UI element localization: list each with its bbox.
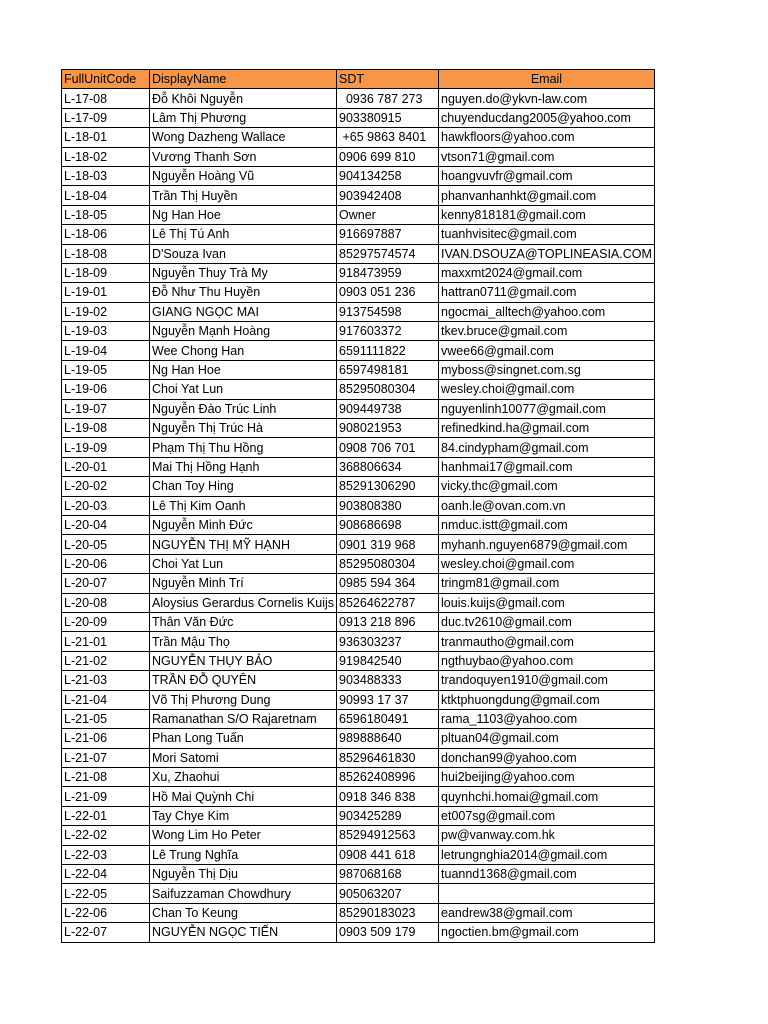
unit-code-cell[interactable]: L-21-03 xyxy=(62,671,150,690)
phone-cell[interactable]: 0918 346 838 xyxy=(337,787,439,806)
unit-code-cell[interactable]: L-18-03 xyxy=(62,166,150,185)
unit-code-cell[interactable]: L-20-04 xyxy=(62,515,150,534)
table-row xyxy=(62,671,655,690)
table-row xyxy=(62,865,655,884)
display-name-cell[interactable]: Choi Yat Lun xyxy=(150,554,337,573)
display-name-cell[interactable]: Wong Dazheng Wallace xyxy=(150,128,337,147)
email-cell[interactable] xyxy=(439,884,655,903)
email-cell[interactable]: myhanh.nguyen6879@gmail.com xyxy=(439,535,655,554)
display-name-cell[interactable]: Nguyễn Mạnh Hoàng xyxy=(150,322,337,341)
display-name-cell[interactable]: Nguyễn Hoàng Vũ xyxy=(150,166,337,185)
display-name-cell[interactable]: Trần Mậu Thọ xyxy=(150,632,337,651)
unit-code-cell[interactable]: L-19-05 xyxy=(62,360,150,379)
display-name-cell[interactable]: Nguyễn Minh Trí xyxy=(150,574,337,593)
phone-cell[interactable]: 0906 699 810 xyxy=(337,147,439,166)
table-row xyxy=(62,515,655,534)
phone-cell[interactable]: 368806634 xyxy=(337,457,439,476)
display-name-cell[interactable]: Ramanathan S/O Rajaretnam xyxy=(150,709,337,728)
header-row xyxy=(62,70,655,89)
unit-code-cell[interactable]: L-20-03 xyxy=(62,496,150,515)
display-name-cell[interactable]: Trần Thị Huyền xyxy=(150,186,337,205)
phone-cell[interactable]: 85290183023 xyxy=(337,903,439,922)
table-row xyxy=(62,399,655,418)
email-cell[interactable]: vicky.thc@gmail.com xyxy=(439,477,655,496)
display-name-cell[interactable]: Nguyễn Thị Trúc Hà xyxy=(150,419,337,438)
phone-cell[interactable]: 903488333 xyxy=(337,671,439,690)
display-name-cell[interactable]: Phan Long Tuấn xyxy=(150,729,337,748)
unit-code-cell[interactable]: L-21-09 xyxy=(62,787,150,806)
email-cell[interactable]: tuannd1368@gmail.com xyxy=(439,865,655,884)
email-cell[interactable]: hattran0711@gmail.com xyxy=(439,283,655,302)
table-row xyxy=(62,360,655,379)
display-name-cell[interactable]: Aloysius Gerardus Cornelis Kuijs xyxy=(150,593,337,612)
email-cell[interactable]: quynhchi.homai@gmail.com xyxy=(439,787,655,806)
display-name-cell[interactable]: Lâm Thị Phương xyxy=(150,108,337,127)
contacts-table xyxy=(61,69,655,943)
display-name-cell[interactable]: Choi Yat Lun xyxy=(150,380,337,399)
unit-code-cell[interactable]: L-19-07 xyxy=(62,399,150,418)
table-row xyxy=(62,477,655,496)
email-cell[interactable]: letrungnghia2014@gmail.com xyxy=(439,845,655,864)
email-cell[interactable]: ktktphuongdung@gmail.com xyxy=(439,690,655,709)
email-cell[interactable]: pw@vanway.com.hk xyxy=(439,826,655,845)
email-cell[interactable]: et007sg@gmail.com xyxy=(439,806,655,825)
unit-code-cell[interactable]: L-20-07 xyxy=(62,574,150,593)
phone-cell[interactable]: 905063207 xyxy=(337,884,439,903)
display-name-cell[interactable]: Wong Lim Ho Peter xyxy=(150,826,337,845)
phone-cell[interactable]: 908686698 xyxy=(337,515,439,534)
email-cell[interactable]: kenny818181@gmail.com xyxy=(439,205,655,224)
phone-cell[interactable]: 0908 706 701 xyxy=(337,438,439,457)
table-row xyxy=(62,225,655,244)
email-cell[interactable]: vtson71@gmail.com xyxy=(439,147,655,166)
display-name-cell[interactable]: Mai Thị Hồng Hạnh xyxy=(150,457,337,476)
phone-cell[interactable]: 85297574574 xyxy=(337,244,439,263)
unit-code-cell[interactable]: L-19-01 xyxy=(62,283,150,302)
table-row xyxy=(62,283,655,302)
phone-cell[interactable]: 85295080304 xyxy=(337,554,439,573)
unit-code-cell[interactable]: L-17-08 xyxy=(62,89,150,108)
phone-cell[interactable]: 919842540 xyxy=(337,651,439,670)
unit-code-cell[interactable]: L-19-04 xyxy=(62,341,150,360)
table-row xyxy=(62,244,655,263)
phone-cell[interactable]: 0913 218 896 xyxy=(337,612,439,631)
unit-code-cell[interactable]: L-22-03 xyxy=(62,845,150,864)
display-name-cell[interactable]: Thân Văn Đức xyxy=(150,612,337,631)
phone-cell[interactable]: 917603372 xyxy=(337,322,439,341)
unit-code-cell[interactable]: L-21-01 xyxy=(62,632,150,651)
email-cell[interactable]: nguyen.do@ykvn-law.com xyxy=(439,89,655,108)
email-cell[interactable]: tkev.bruce@gmail.com xyxy=(439,322,655,341)
phone-cell[interactable]: 913754598 xyxy=(337,302,439,321)
table-row xyxy=(62,845,655,864)
phone-cell[interactable]: 85295080304 xyxy=(337,380,439,399)
table-row xyxy=(62,535,655,554)
email-cell[interactable]: ngocmai_alltech@yahoo.com xyxy=(439,302,655,321)
phone-cell[interactable]: 903942408 xyxy=(337,186,439,205)
table-row xyxy=(62,903,655,922)
display-name-cell[interactable]: Đỗ Như Thu Huyền xyxy=(150,283,337,302)
phone-cell[interactable]: 6597498181 xyxy=(337,360,439,379)
unit-code-cell[interactable]: L-19-02 xyxy=(62,302,150,321)
display-name-cell[interactable]: Nguyễn Minh Đức xyxy=(150,515,337,534)
table-row xyxy=(62,593,655,612)
table-row xyxy=(62,457,655,476)
email-cell[interactable]: wesley.choi@gmail.com xyxy=(439,380,655,399)
unit-code-cell[interactable]: L-20-01 xyxy=(62,457,150,476)
table-row xyxy=(62,884,655,903)
unit-code-cell[interactable]: L-21-02 xyxy=(62,651,150,670)
phone-cell[interactable]: 989888640 xyxy=(337,729,439,748)
display-name-cell[interactable]: Xu, Zhaohui xyxy=(150,768,337,787)
unit-code-cell[interactable]: L-19-03 xyxy=(62,322,150,341)
unit-code-cell[interactable]: L-18-04 xyxy=(62,186,150,205)
table-row xyxy=(62,438,655,457)
email-cell[interactable]: phanvanhanhkt@gmail.com xyxy=(439,186,655,205)
table-row xyxy=(62,263,655,282)
phone-cell[interactable]: 987068168 xyxy=(337,865,439,884)
table-row xyxy=(62,923,655,942)
email-cell[interactable]: hoangvuvfr@gmail.com xyxy=(439,166,655,185)
display-name-cell[interactable]: Lê Thị Tú Anh xyxy=(150,225,337,244)
email-cell[interactable]: eandrew38@gmail.com xyxy=(439,903,655,922)
email-cell[interactable]: nguyenlinh10077@gmail.com xyxy=(439,399,655,418)
unit-code-cell[interactable]: L-21-07 xyxy=(62,748,150,767)
unit-code-cell[interactable]: L-20-06 xyxy=(62,554,150,573)
header-fullunitcode[interactable]: FullUnitCode xyxy=(62,70,150,89)
unit-code-cell[interactable]: L-18-06 xyxy=(62,225,150,244)
email-cell[interactable]: tranmautho@gmail.com xyxy=(439,632,655,651)
display-name-cell[interactable]: NGUYỄN NGỌC TIẾN xyxy=(150,923,337,942)
email-cell[interactable]: maxxmt2024@gmail.com xyxy=(439,263,655,282)
unit-code-cell[interactable]: L-18-02 xyxy=(62,147,150,166)
email-cell[interactable]: ngthuybao@yahoo.com xyxy=(439,651,655,670)
phone-cell[interactable]: 6596180491 xyxy=(337,709,439,728)
phone-cell[interactable]: 6591111822 xyxy=(337,341,439,360)
table-row xyxy=(62,709,655,728)
display-name-cell[interactable]: Tay Chye Kim xyxy=(150,806,337,825)
table-row xyxy=(62,574,655,593)
table-row xyxy=(62,690,655,709)
phone-cell[interactable]: +65 9863 8401 xyxy=(337,128,439,147)
email-cell[interactable]: pltuan04@gmail.com xyxy=(439,729,655,748)
email-cell[interactable]: hui2beijing@yahoo.com xyxy=(439,768,655,787)
display-name-cell[interactable]: TRẦN ĐỖ QUYÊN xyxy=(150,671,337,690)
table-row xyxy=(62,729,655,748)
email-cell[interactable]: 84.cindypham@gmail.com xyxy=(439,438,655,457)
unit-code-cell[interactable]: L-22-04 xyxy=(62,865,150,884)
email-cell[interactable]: oanh.le@ovan.com.vn xyxy=(439,496,655,515)
display-name-cell[interactable]: Ng Han Hoe xyxy=(150,205,337,224)
phone-cell[interactable]: 0985 594 364 xyxy=(337,574,439,593)
table-row xyxy=(62,166,655,185)
display-name-cell[interactable]: Chan To Keung xyxy=(150,903,337,922)
display-name-cell[interactable]: Vương Thanh Sơn xyxy=(150,147,337,166)
display-name-cell[interactable]: Saifuzzaman Chowdhury xyxy=(150,884,337,903)
table-row xyxy=(62,612,655,631)
phone-cell[interactable]: 85262408996 xyxy=(337,768,439,787)
unit-code-cell[interactable]: L-22-02 xyxy=(62,826,150,845)
unit-code-cell[interactable]: L-20-02 xyxy=(62,477,150,496)
unit-code-cell[interactable]: L-22-05 xyxy=(62,884,150,903)
phone-cell[interactable]: 908021953 xyxy=(337,419,439,438)
phone-cell[interactable]: 904134258 xyxy=(337,166,439,185)
unit-code-cell[interactable]: L-19-08 xyxy=(62,419,150,438)
phone-cell[interactable]: 903380915 xyxy=(337,108,439,127)
header-sdt[interactable]: SDT xyxy=(337,70,439,89)
email-cell[interactable]: hanhmai17@gmail.com xyxy=(439,457,655,476)
phone-cell[interactable]: 909449738 xyxy=(337,399,439,418)
unit-code-cell[interactable]: L-20-09 xyxy=(62,612,150,631)
table-row xyxy=(62,322,655,341)
email-cell[interactable]: tringm81@gmail.com xyxy=(439,574,655,593)
display-name-cell[interactable]: Nguyễn Thị Dịu xyxy=(150,865,337,884)
phone-cell[interactable]: 85296461830 xyxy=(337,748,439,767)
email-cell[interactable]: donchan99@yahoo.com xyxy=(439,748,655,767)
email-cell[interactable]: IVAN.DSOUZA@TOPLINEASIA.COM xyxy=(439,244,655,263)
email-cell[interactable]: trandoquyen1910@gmail.com xyxy=(439,671,655,690)
phone-cell[interactable]: 0936 787 273 xyxy=(337,89,439,108)
table-row xyxy=(62,806,655,825)
phone-cell[interactable]: 0903 051 236 xyxy=(337,283,439,302)
unit-code-cell[interactable]: L-21-08 xyxy=(62,768,150,787)
display-name-cell[interactable]: D'Souza Ivan xyxy=(150,244,337,263)
display-name-cell[interactable]: Lê Thị Kim Oanh xyxy=(150,496,337,515)
phone-cell[interactable]: 0903 509 179 xyxy=(337,923,439,942)
table-row xyxy=(62,419,655,438)
unit-code-cell[interactable]: L-21-05 xyxy=(62,709,150,728)
table-row xyxy=(62,748,655,767)
unit-code-cell[interactable]: L-18-09 xyxy=(62,263,150,282)
unit-code-cell[interactable]: L-22-01 xyxy=(62,806,150,825)
display-name-cell[interactable]: Phạm Thị Thu Hồng xyxy=(150,438,337,457)
email-cell[interactable]: chuyenducdang2005@yahoo.com xyxy=(439,108,655,127)
display-name-cell[interactable]: Lê Trung Nghĩa xyxy=(150,845,337,864)
table-row xyxy=(62,89,655,108)
email-cell[interactable]: rama_1103@yahoo.com xyxy=(439,709,655,728)
unit-code-cell[interactable]: L-18-05 xyxy=(62,205,150,224)
display-name-cell[interactable]: Wee Chong Han xyxy=(150,341,337,360)
unit-code-cell[interactable]: L-18-01 xyxy=(62,128,150,147)
phone-cell[interactable]: 936303237 xyxy=(337,632,439,651)
unit-code-cell[interactable]: L-19-09 xyxy=(62,438,150,457)
unit-code-cell[interactable]: L-20-05 xyxy=(62,535,150,554)
header-email[interactable]: Email xyxy=(439,70,655,89)
unit-code-cell[interactable]: L-22-07 xyxy=(62,923,150,942)
display-name-cell[interactable]: Đỗ Khôi Nguyễn xyxy=(150,89,337,108)
unit-code-cell[interactable]: L-21-06 xyxy=(62,729,150,748)
email-cell[interactable]: ngoctien.bm@gmail.com xyxy=(439,923,655,942)
table-row xyxy=(62,108,655,127)
email-cell[interactable]: vwee66@gmail.com xyxy=(439,341,655,360)
table-row xyxy=(62,768,655,787)
display-name-cell[interactable]: GIANG NGỌC MAI xyxy=(150,302,337,321)
email-cell[interactable]: hawkfloors@yahoo.com xyxy=(439,128,655,147)
phone-cell[interactable]: 0908 441 618 xyxy=(337,845,439,864)
phone-cell[interactable]: 85264622787 xyxy=(337,593,439,612)
table-row xyxy=(62,341,655,360)
table-row xyxy=(62,632,655,651)
email-cell[interactable]: duc.tv2610@gmail.com xyxy=(439,612,655,631)
phone-cell[interactable]: 918473959 xyxy=(337,263,439,282)
email-cell[interactable]: louis.kuijs@gmail.com xyxy=(439,593,655,612)
table-row xyxy=(62,147,655,166)
phone-cell[interactable]: 916697887 xyxy=(337,225,439,244)
display-name-cell[interactable]: NGUYỄN THỊ MỸ HẠNH xyxy=(150,535,337,554)
display-name-cell[interactable]: Hồ Mai Quỳnh Chi xyxy=(150,787,337,806)
email-cell[interactable]: refinedkind.ha@gmail.com xyxy=(439,419,655,438)
display-name-cell[interactable]: Võ Thị Phương Dung xyxy=(150,690,337,709)
unit-code-cell[interactable]: L-17-09 xyxy=(62,108,150,127)
unit-code-cell[interactable]: L-20-08 xyxy=(62,593,150,612)
phone-cell[interactable]: 90993 17 37 xyxy=(337,690,439,709)
unit-code-cell[interactable]: L-22-06 xyxy=(62,903,150,922)
unit-code-cell[interactable]: L-21-04 xyxy=(62,690,150,709)
unit-code-cell[interactable]: L-18-08 xyxy=(62,244,150,263)
display-name-cell[interactable]: Ng Han Hoe xyxy=(150,360,337,379)
table-row xyxy=(62,826,655,845)
display-name-cell[interactable]: Mori Satomi xyxy=(150,748,337,767)
email-cell[interactable]: wesley.choi@gmail.com xyxy=(439,554,655,573)
table-row xyxy=(62,496,655,515)
table-row xyxy=(62,128,655,147)
display-name-cell[interactable]: Chan Toy Hing xyxy=(150,477,337,496)
display-name-cell[interactable]: Nguyễn Thuy Trà My xyxy=(150,263,337,282)
unit-code-cell[interactable]: L-19-06 xyxy=(62,380,150,399)
phone-cell[interactable]: 85291306290 xyxy=(337,477,439,496)
email-cell[interactable]: nmduc.istt@gmail.com xyxy=(439,515,655,534)
display-name-cell[interactable]: NGUYỄN THỤY BẢO xyxy=(150,651,337,670)
table-row xyxy=(62,651,655,670)
table-row xyxy=(62,554,655,573)
table-row xyxy=(62,302,655,321)
table-row xyxy=(62,787,655,806)
phone-cell[interactable]: 0901 319 968 xyxy=(337,535,439,554)
table-row xyxy=(62,205,655,224)
email-cell[interactable]: myboss@singnet.com.sg xyxy=(439,360,655,379)
display-name-cell[interactable]: Nguyễn Đào Trúc Linh xyxy=(150,399,337,418)
phone-cell[interactable]: Owner xyxy=(337,205,439,224)
phone-cell[interactable]: 85294912563 xyxy=(337,826,439,845)
table-row xyxy=(62,186,655,205)
phone-cell[interactable]: 903808380 xyxy=(337,496,439,515)
phone-cell[interactable]: 903425289 xyxy=(337,806,439,825)
header-displayname[interactable]: DisplayName xyxy=(150,70,337,89)
email-cell[interactable]: tuanhvisitec@gmail.com xyxy=(439,225,655,244)
table-row xyxy=(62,380,655,399)
